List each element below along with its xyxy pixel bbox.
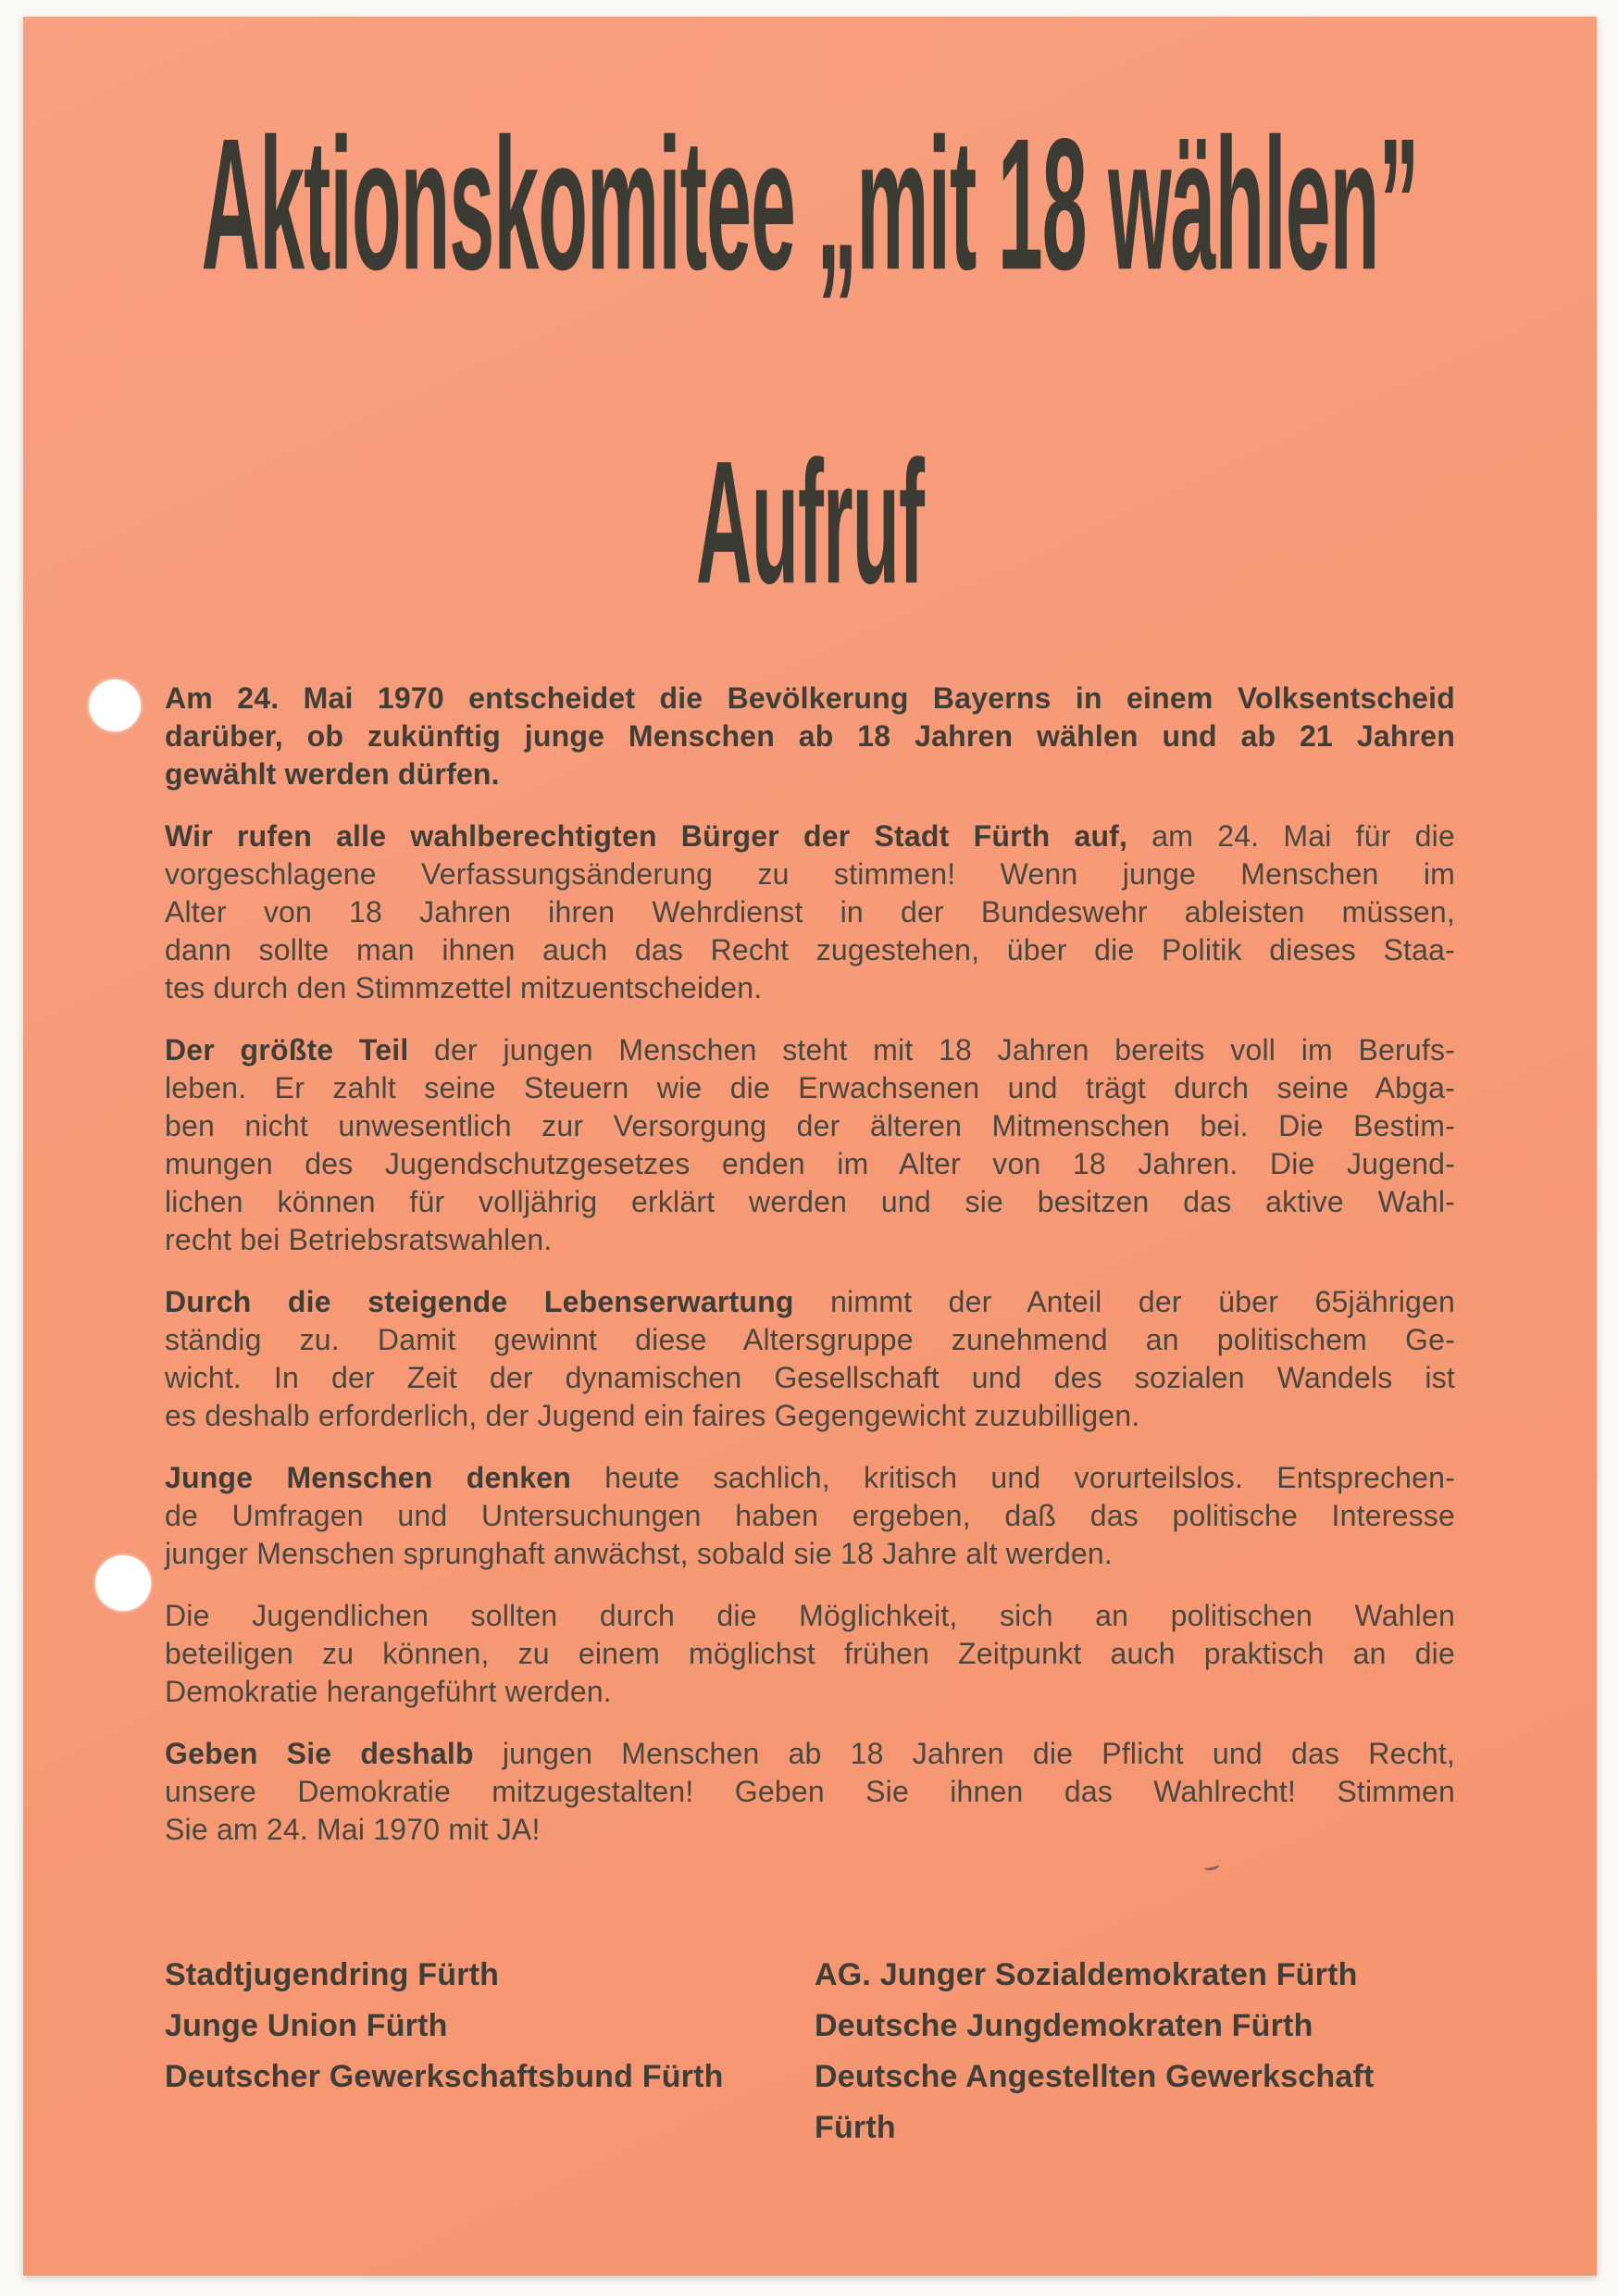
paragraph bbox=[165, 817, 1455, 1007]
paragraph-line: lichen können für volljährig erklärt werden und sie besitzen das aktive Wahl- bbox=[165, 1185, 1455, 1218]
paragraph-line: Durch die steigende Lebenserwartung nimmt der Anteil der über 65jährigen bbox=[165, 1285, 1455, 1318]
paragraph-line: gewählt werden dürfen. bbox=[165, 757, 500, 791]
paragraph-line: unsere Demokratie mitzugestalten! Geben Sie ihnen das Wahlrecht! Stimmen bbox=[165, 1775, 1455, 1808]
paragraph-line: Der größte Teil der jungen Menschen steht mit 18 Jahren bereits voll im Berufs- bbox=[165, 1033, 1455, 1067]
paragraph bbox=[165, 1597, 1455, 1711]
signatory: Deutsche Jungdemokraten Fürth bbox=[815, 2008, 1313, 2043]
signatory: AG. Junger Sozialdemokraten Fürth bbox=[815, 1957, 1358, 1992]
paragraph-line: Am 24. Mai 1970 entscheidet die Bevölkerung Bayerns in einem Volksentscheid bbox=[165, 681, 1455, 715]
paragraph bbox=[165, 1735, 1455, 1849]
signatory: Fürth bbox=[815, 2110, 896, 2145]
document-title: Aktionskomitee „mit 18 wählen” bbox=[201, 98, 1419, 309]
paragraph bbox=[165, 1031, 1455, 1259]
paragraph-line: Sie am 24. Mai 1970 mit JA! bbox=[165, 1813, 541, 1846]
body-paragraphs bbox=[165, 680, 1455, 1873]
paragraph-line: leben. Er zahlt seine Steuern wie die Erwachsenen und trägt durch seine Abga- bbox=[165, 1071, 1455, 1104]
paragraph-line: junger Menschen sprunghaft anwächst, sobald sie 18 Jahre alt werden. bbox=[165, 1537, 1113, 1570]
paragraph-line: Alter von 18 Jahren ihren Wehrdienst in der Bundeswehr ableisten müssen, bbox=[165, 895, 1455, 929]
paragraph-line: vorgeschlagene Verfassungsänderung zu stimmen! Wenn junge Menschen im bbox=[165, 857, 1455, 891]
punch-hole bbox=[89, 680, 141, 731]
punch-hole bbox=[95, 1555, 151, 1611]
signatory: Deutscher Gewerkschaftsbund Fürth bbox=[165, 2059, 724, 2094]
paragraph bbox=[165, 1283, 1455, 1435]
signatories-left-column bbox=[165, 1950, 815, 2153]
paragraph-line: darüber, ob zukünftig junge Menschen ab 18 Jahren wählen und ab 21 Jahren bbox=[165, 719, 1455, 753]
signatory: Junge Union Fürth bbox=[165, 2008, 448, 2043]
signatories bbox=[165, 1950, 1486, 2153]
paragraph-line: wicht. In der Zeit der dynamischen Gesellschaft und des sozialen Wandels ist bbox=[165, 1361, 1455, 1394]
signatory: Stadtjugendring Fürth bbox=[165, 1957, 500, 1992]
paragraph-line: beteiligen zu können, zu einem möglichst frühen Zeitpunkt auch praktisch an die bbox=[165, 1637, 1455, 1670]
paragraph-line: ständig zu. Damit gewinnt diese Altersgruppe zunehmend an politischem Ge- bbox=[165, 1323, 1455, 1356]
paragraph-line: Demokratie herangeführt werden. bbox=[165, 1675, 612, 1708]
paragraph-line: ben nicht unwesentlich zur Versorgung der älteren Mitmenschen bei. Die Bestim- bbox=[165, 1109, 1455, 1142]
paragraph-line: es deshalb erforderlich, der Jugend ein faires Gegengewicht zuzubilligen. bbox=[165, 1399, 1140, 1432]
paragraph-line: Die Jugendlichen sollten durch die Möglichkeit, sich an politischen Wahlen bbox=[165, 1599, 1455, 1632]
paragraph-line: Wir rufen alle wahlberechtigten Bürger der Stadt Fürth auf, am 24. Mai für die bbox=[165, 819, 1455, 853]
paragraph-line: dann sollte man ihnen auch das Recht zugestehen, über die Politik dieses Staa- bbox=[165, 933, 1455, 967]
paragraph-line: tes durch den Stimmzettel mitzuentscheiden. bbox=[165, 971, 763, 1004]
paragraph bbox=[165, 1459, 1455, 1573]
flyer-paper bbox=[23, 17, 1597, 2276]
paragraph-line: Junge Menschen denken heute sachlich, kritisch und vorurteilslos. Entsprechen- bbox=[165, 1461, 1455, 1494]
paragraph-line: Geben Sie deshalb jungen Menschen ab 18 Jahren die Pflicht und das Recht, bbox=[165, 1737, 1455, 1770]
paragraph-line: mungen des Jugendschutzgesetzes enden im Alter von 18 Jahren. Die Jugend- bbox=[165, 1147, 1455, 1180]
document-subtitle: Aufruf bbox=[696, 424, 924, 620]
paragraph-line: de Umfragen und Untersuchungen haben ergeben, daß das politische Interesse bbox=[165, 1499, 1455, 1532]
paragraph bbox=[165, 680, 1455, 793]
paragraph-line: recht bei Betriebsratswahlen. bbox=[165, 1223, 553, 1256]
signatory: Deutsche Angestellten Gewerkschaft bbox=[815, 2059, 1375, 2094]
signatories-right-column bbox=[815, 1950, 1486, 2153]
